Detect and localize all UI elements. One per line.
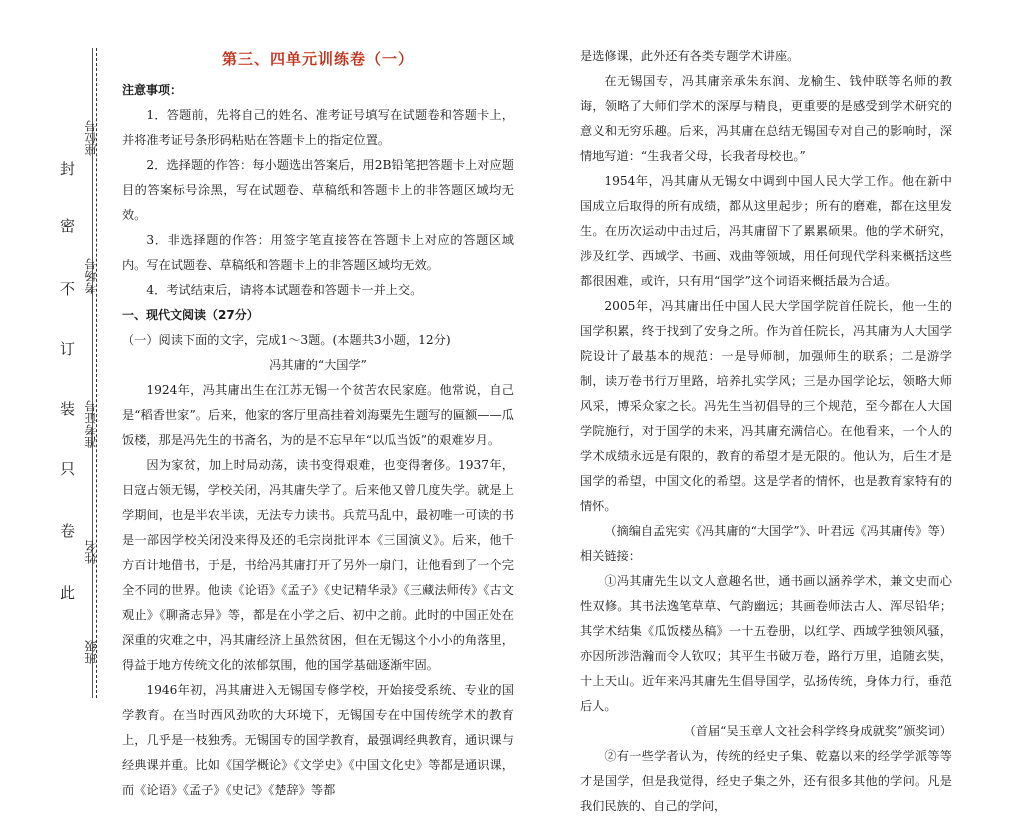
article-title: 冯其庸的“大国学” [269,358,367,372]
article-paragraph-5: 在无锡国专，冯其庸亲承朱东润、龙榆生、钱仲联等名师的教诲，领略了大师们学术的深厚与精良，更重要的是感受到学术研究的意义和无穷乐趣。后来，冯其庸在总结无锡国专对自己的影响时，深情地写道：“生我者父母，长我者母校也。” [580,74,952,163]
exam-room-label: 考场号 [84,258,98,294]
right-page [580,44,952,819]
notice-item-2: 2．选择题的作答：每小题选出答案后，用2B铅笔把答题卡上对应题目的答案标号涂黑，写在试题卷、草稿纸和答题卡上的非答题区域均无效。 [122,158,514,222]
article-paragraph-6: 1954年，冯其庸从无锡女中调到中国人民大学工作。他在新中国成立后取得的所有成绩，都从这里起步；所有的磨难，都在这里发生。在历次运动中击过后，冯其庸留下了累累硕果。他的学术研究，涉及红学、西域学、书画、戏曲等领域，用任何现代学科来概括这些都很困难，或许，只有用“国学”这个词语来概括最为合适。 [580,174,952,288]
seat-number-label: 座位号 [84,120,98,156]
page-title: 第三、四单元训练卷（一） [221,50,414,68]
seal-char-7: 卷 [60,522,76,540]
seal-char-4: 订 [60,340,76,358]
name-label: 姓名 [84,540,98,564]
article-paragraph-2: 因为家贫，加上时局动荡，读书变得艰难，也变得奢侈。1937年，日寇占领无锡，学校关闭，冯其庸失学了。后来他又曾几度失学。就是上学期间，也是半农半读，无法专力读书。兵荒马乱中，最初唯一可读的书是一部因学校关闭没来得及还的毛宗岗批评本《三国演义》。后来，他千方百计地借书，于是，书给冯其庸打开了另外一扇门，让他看到了一个完全不同的世界。他读《论语》《孟子》《史记精华录》《三藏法师传》《古文观止》《聊斋志异》等，都是在小学之后、初中之前。此时的中国正处在深重的灾难之中，冯其庸经济上虽然贫困，但在无锡这个小小的角落里，得益于地方传统文化的浓郁氛围，他的国学基础逐渐牢固。 [122,458,514,672]
sub-heading: （一）阅读下面的文字，完成1～3题。(本题共3小题，12分) [122,333,451,347]
seal-char-5: 装 [60,400,76,418]
notice-item-1: 1．答题前，先将自己的姓名、准考证号填写在试题卷和答题卡上，并将准考证号条形码粘贴在答题卡上的指定位置。 [122,108,514,147]
related-link-2: ②有一些学者认为，传统的经史子集、乾嘉以来的经学学派等等才是国学，但是我觉得，经史子集之外，还有很多其他的学问。凡是我们民族的、自己的学问， [580,749,952,813]
links-heading: 相关链接： [580,549,641,563]
notice-item-4: 4．考试结束后，请将本试题卷和答题卡一并上交。 [146,283,423,297]
article-paragraph-7: 2005年，冯其庸出任中国人民大学国学院首任院长，他一生的国学积累，终于找到了安身之所。作为首任院长，冯其庸为人大国学院设计了最基本的规范：一是导师制，加强师生的联系；二是游学制，读万卷书行万里路，培养扎实学风；三是办国学论坛，领略大师风采，博采众家之长。冯先生当初倡导的三个规范，至今都在人大国学院施行，对于国学的未来，冯其庸充满信心。在他看来，一个人的学术成绩永远是有限的，教育的希望才是无限的。他认为，后生才是国学的希望，中国文化的希望。这是学者的情怀，也是教育家特有的情怀。 [580,299,952,513]
article-paragraph-1: 1924年，冯其庸出生在江苏无锡一个贫苦农民家庭。他常说，自己是“稻香世家”。后来，他家的客厅里高挂着刘海粟先生题写的匾额——瓜饭楼，那是冯先生的书斋名，为的是不忘早年“以瓜当饭”的艰难岁月。 [122,383,514,447]
seal-char-8: 此 [60,584,76,602]
seal-char-2: 密 [60,217,76,235]
seal-char-1: 封 [60,160,76,178]
class-label: 班级 [84,640,98,664]
notice-item-3: 3．非选择题的作答：用签字笔直接答在答题卡上对应的答题区域内。写在试题卷、草稿纸和答题卡上的非答题区域均无效。 [122,233,514,272]
left-page [122,42,514,803]
related-link-1: ①冯其庸先生以文人意趣名世，通书画以涵养学术，兼文史而心性双修。其书法逸笔草草、气韵幽远；其画卷师法古人、浑尽铅华；其学术结集《瓜饭楼丛稿》一十五卷册，以红学、西域学独领风骚，亦因所涉浩瀚而令人钦叹；其平生书破万卷，路行万里，追随玄奘，十上天山。近年来冯其庸先生倡导国学，弘扬传统，身体力行，垂范后人。 [580,574,952,713]
section-heading: 一、现代文阅读（27分） [122,308,259,322]
article-source: （摘编自孟宪实《冯其庸的“大国学”》、叶君远《冯其庸传》等） [604,524,952,538]
seal-char-3: 不 [60,280,76,298]
article-paragraph-3: 1946年初，冯其庸进入无锡国专修学校，开始接受系统、专业的国学教育。在当时西风劲吹的大环境下，无锡国专在中国传统学术的教育上，几乎是一枝独秀。无锡国专的国学教育，最强调经典教育，通识课与经典课并重。比如《国学概论》《文学史》《中国文化史》等都是通识课，而《论语》《孟子》《史记》《楚辞》等都 [122,683,514,797]
notice-heading: 注意事项： [122,83,183,97]
admission-number-label: 准考证号 [84,400,98,448]
award-citation: （首届“吴玉章人文社会科学终身成就奖”颁奖词） [683,724,952,738]
seal-char-6: 只 [60,460,76,478]
article-paragraph-4: 是选修课，此外还有各类专题学术讲座。 [580,49,800,63]
binding-margin [0,0,112,723]
